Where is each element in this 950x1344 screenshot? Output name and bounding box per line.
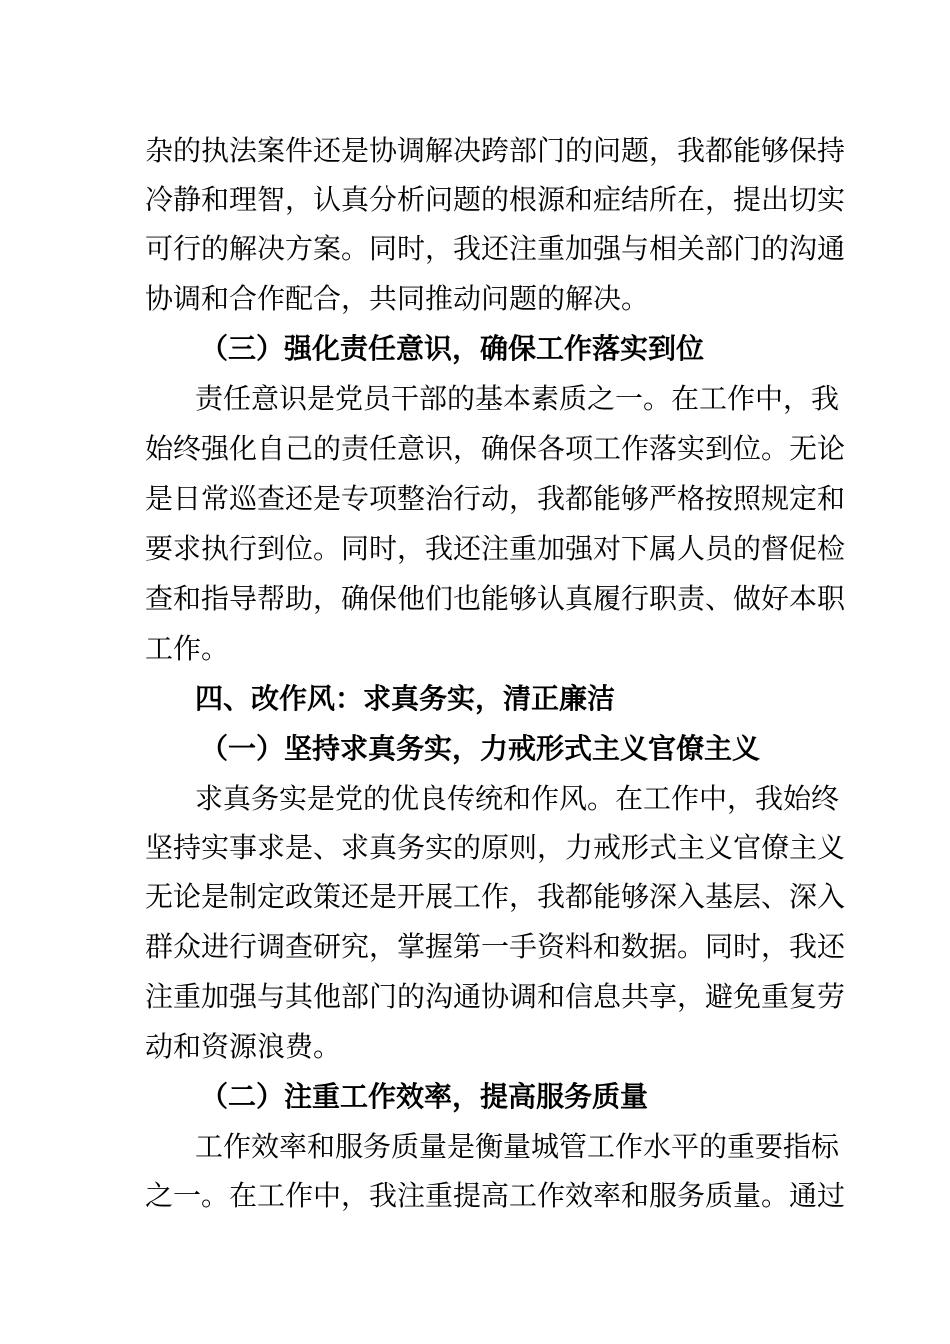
body-text-line: 群众进行调查研究，掌握第一手资料和数据。同时，我还 <box>145 930 846 963</box>
body-text-line: 查和指导帮助，确保他们也能够认真履行职责、做好本职 <box>145 582 846 615</box>
body-text-line: 动和资源浪费。 <box>145 1030 342 1063</box>
body-text-line: 无论是制定政策还是开展工作，我都能够深入基层、深入 <box>145 880 846 913</box>
body-text-line: 注重加强与其他部门的沟通协调和信息共享，避免重复劳 <box>145 980 846 1013</box>
body-text-line: 之一。在工作中，我注重提高工作效率和服务质量。通过 <box>145 1179 846 1212</box>
body-text-line: 责任意识是党员干部的基本素质之一。在工作中，我 <box>195 382 840 415</box>
body-text-line: 可行的解决方案。同时，我还注重加强与相关部门的沟通 <box>145 232 846 265</box>
body-text-line: 是日常巡查还是专项整治行动，我都能够严格按照规定和 <box>145 482 846 515</box>
section-heading-4: 四、改作风：求真务实，清正廉洁 <box>195 682 616 715</box>
body-text-line: 要求执行到位。同时，我还注重加强对下属人员的督促检 <box>145 532 846 565</box>
body-text-line: 杂的执法案件还是协调解决跨部门的问题，我都能够保持 <box>145 134 846 167</box>
body-text-line: 冷静和理智，认真分析问题的根源和症结所在，提出切实 <box>145 183 846 216</box>
subheading-1: （一）坚持求真务实，力戒形式主义官僚主义 <box>200 732 761 765</box>
body-text-line: 工作效率和服务质量是衡量城管工作水平的重要指标 <box>195 1130 840 1163</box>
subheading-3: （三）强化责任意识，确保工作落实到位 <box>200 332 705 365</box>
body-text-line: 始终强化自己的责任意识，确保各项工作落实到位。无论 <box>145 432 846 465</box>
body-text-line: 工作。 <box>145 632 230 665</box>
body-text-line: 坚持实事求是、求真务实的原则，力戒形式主义官僚主义 <box>145 831 846 864</box>
body-text-line: 求真务实是党的优良传统和作风。在工作中，我始终 <box>195 782 840 815</box>
body-text-line: 协调和合作配合，共同推动问题的解决。 <box>145 282 650 315</box>
subheading-2: （二）注重工作效率，提高服务质量 <box>200 1080 649 1113</box>
